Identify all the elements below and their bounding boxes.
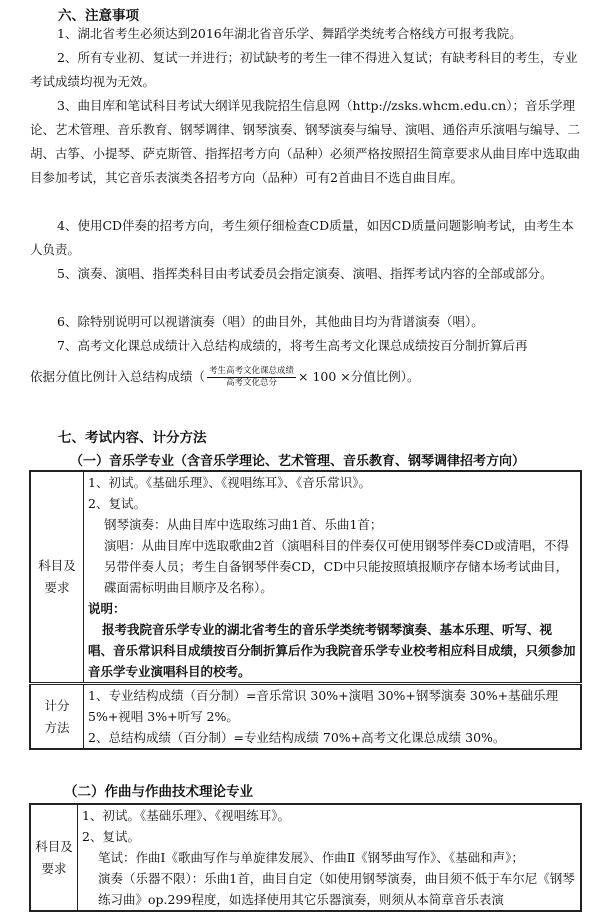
fraction-denominator: 高考文化总分 — [226, 378, 278, 388]
note-item-5: 5、演奏、演唱、指挥类科目由考试委员会指定演奏、演唱、指挥考试内容的全部或部分。 — [57, 266, 553, 281]
requirements-content-cell — [84, 471, 582, 684]
note-item-1: 1、湖北省考生必须达到2016年湖北省音乐学、舞蹈学类统考合格线方可报考我院。 — [57, 26, 522, 41]
formula-fraction — [207, 366, 296, 389]
label-line: 科目及 — [35, 838, 73, 854]
scoring-content-cell — [84, 684, 582, 750]
table-row — [30, 471, 581, 684]
label-line: 方法 — [44, 719, 70, 735]
content-line: 2、总结构成绩（百分制）=专业结构成绩 70%+高考文化课总成绩 30%。 — [88, 730, 506, 745]
note-item-6: 6、除特别说明可以视谱演奏（唱）的曲目外，其他曲目均为背谱演奏（唱）。 — [57, 314, 484, 329]
content-line: 钢琴演奏：从曲目库中选取练习曲1首、乐曲1首； — [104, 517, 383, 532]
requirements-content-cell — [78, 804, 582, 911]
formula-prefix: 依据分值比例计入总结构成绩（ — [30, 369, 206, 384]
content-line: 演唱：从曲目库中选取歌曲2首（演唱科目的伴奏仅可使用钢琴伴奏CD或清唱，不得另带伴奏人员；考生自备钢琴伴奏CD，CD中只能按照填报顺序存储本场考试曲目，碟面需标明曲目顺序及名称）。 — [104, 538, 570, 595]
scoring-label-cell — [30, 684, 84, 750]
content-line: 2、复试。 — [82, 829, 140, 844]
content-line: 1、初试。《基础乐理》、《视唱练耳》、《音乐常识》。 — [88, 475, 371, 490]
section-6-title: 六、注意事项 — [58, 8, 139, 24]
content-line: 1、初试。《基础乐理》、《视唱练耳》。 — [82, 808, 290, 823]
label-line: 要求 — [41, 860, 67, 876]
label-line: 科目及 — [38, 558, 76, 573]
note-item-2: 2、所有专业初、复试一并进行；初试缺考的考生一律不得进入复试；有缺考科目的考生，专业考试成绩均视为无效。 — [30, 50, 578, 89]
formula-suffix: × 100 ×分值比例）。 — [298, 369, 420, 384]
section-7-title: 七、考试内容、计分方法 — [58, 430, 207, 446]
music-major-table — [29, 470, 582, 750]
label-line: 计分 — [44, 697, 70, 713]
subsection-1-title: （一）音乐学专业（含音乐学理论、艺术管理、音乐教育、钢琴调律招考方向） — [70, 454, 526, 469]
content-line: 演奏（乐器不限）：乐曲1首，曲目自定（如使用钢琴演奏，曲目须不低于车尔尼《钢琴练习曲》op.299程度，如选择使用其它乐器演奏，则须从本简章音乐表演 — [98, 871, 575, 907]
content-line: 2、复试。 — [88, 496, 146, 511]
content-line: 笔试：作曲Ⅰ《歌曲写作与单旋律发展》、作曲Ⅱ《钢琴曲写作》、《基础和声》； — [98, 850, 524, 865]
requirements-label-cell — [30, 471, 84, 684]
table-row — [30, 684, 581, 750]
table-row — [30, 804, 581, 911]
label-line: 要求 — [44, 580, 70, 595]
note-item-4: 4、使用CD伴奏的招考方向，考生须仔细检查CD质量，如因CD质量问题影响考试，由考生本人负责。 — [30, 218, 574, 257]
note-label: 说明： — [88, 601, 126, 616]
note-item-7: 7、高考文化课总成绩计入总结构成绩的，将考生高考文化课总成绩按百分制折算后再 — [57, 338, 528, 353]
content-line: 1、专业结构成绩（百分制）=音乐常识 30%+演唱 30%+钢琴演奏 30%+基础乐理5%+视唱 3%+听写 2%。 — [88, 688, 559, 724]
subsection-2-title: （二）作曲与作曲技术理论专业 — [64, 784, 253, 800]
note-text: 报考我院音乐学专业的湖北省考生的音乐学类统考钢琴演奏、基本乐理、听写、视唱、音乐常识科目成绩按百分制折算后作为我院音乐学专业校考相应科目成绩，只须参加音乐学专业演唱科目的校考。 — [88, 622, 576, 679]
fraction-numerator: 考生高考文化课总成绩 — [209, 366, 295, 376]
composition-major-table — [29, 803, 582, 912]
requirements-label-cell — [30, 804, 78, 911]
note-item-3: 3、曲目库和笔试科目考试大纲详见我院招生信息网（http://zsks.whcm.edu.cn）；音乐学理论、艺术管理、音乐教育、钢琴调律、钢琴演奏、钢琴演奏与编导、演唱、通俗声乐演唱与编导、二胡、古筝、小提琴、萨克斯管、指挥招考方向（品种）必须严格按照招生简章要求从曲目库中选取曲目参加考试，其它音乐表演类各招考方向（品种）可有2首曲目不选自曲目库。 — [30, 98, 581, 185]
note-item-7-formula-line — [30, 362, 582, 392]
